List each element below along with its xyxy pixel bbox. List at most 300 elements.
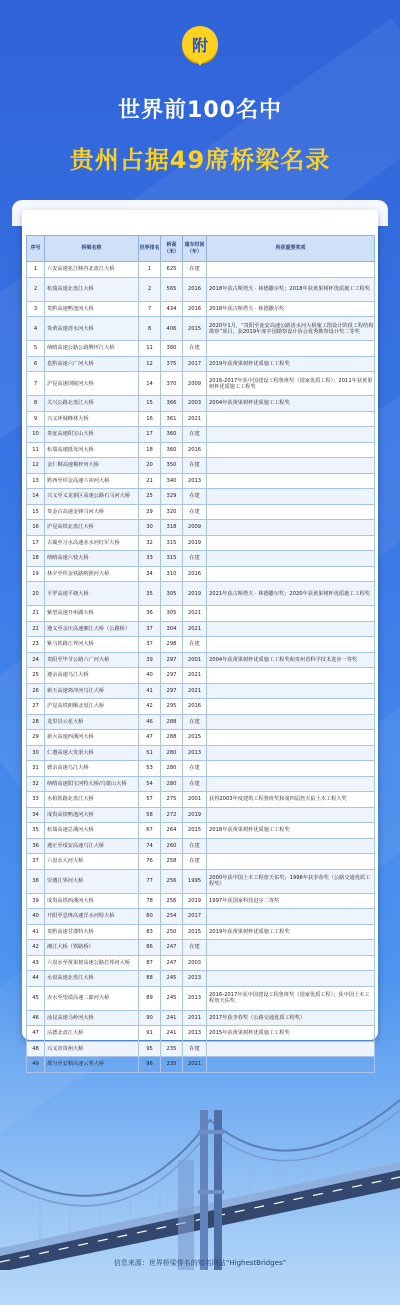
award-text: 获得2003年度建筑工程鲁班奖和第四届詹天佑土木工程大奖 [207, 792, 375, 808]
award-text [207, 761, 375, 777]
bridge-name: 贵阳至毕节公路六广河大桥 [45, 652, 139, 668]
table-row [27, 823, 375, 839]
bridge-name: 开阳至息烽高速洋水河特大桥 [45, 909, 139, 925]
bridge-height: 315 [161, 551, 183, 567]
award-text: 2016-2017年获中国建设工程鲁班奖（国家优质工程）；获中国土木工程詹天佑奖 [207, 986, 375, 1010]
open-year: 2017 [183, 356, 207, 372]
bridge-name: 金仁桐高速桐梓河大桥 [45, 458, 139, 474]
world-rank: 12 [139, 356, 161, 372]
bridge-height: 406 [161, 317, 183, 341]
bridge-name: 紫望高速开州湖大桥 [45, 606, 139, 622]
open-year: 2009 [183, 372, 207, 396]
bridge-height: 361 [161, 411, 183, 427]
table-row [27, 606, 375, 622]
award-text [207, 637, 375, 653]
award-text [207, 473, 375, 489]
award-text [207, 262, 375, 278]
table-row [27, 955, 375, 971]
world-rank: 40 [139, 668, 161, 684]
table-row [27, 838, 375, 854]
open-year: 在建 [183, 551, 207, 567]
award-text [207, 427, 375, 443]
award-text: 2018年获古斯塔夫 · 林德撒尔奖 [207, 301, 375, 317]
bridge-height: 305 [161, 606, 183, 622]
table-row [27, 473, 375, 489]
bridge-height: 366 [161, 396, 183, 412]
bridge-height: 280 [161, 776, 183, 792]
award-text [207, 854, 375, 870]
bridge-height: 315 [161, 535, 183, 551]
award-text: 2018年获古斯塔夫 · 林德撒尔奖；2018年获黄果树杯优质施工工程奖 [207, 277, 375, 301]
row-number: 31 [27, 761, 45, 777]
bridge-name: 汕昆高速马岭河大桥 [45, 1010, 139, 1026]
source-note: 信息来源：世界桥梁排名的知名网站“HighestBridges” [113, 1259, 287, 1267]
row-number: 29 [27, 730, 45, 746]
table-row [27, 520, 375, 536]
page-title-line1: 世界前100名中 [118, 98, 282, 123]
award-text: 1997年获国家科技进步二等奖 [207, 893, 375, 909]
open-year: 在建 [183, 1041, 207, 1057]
row-number: 39 [27, 893, 45, 909]
world-rank: 37 [139, 621, 161, 637]
table-row [27, 652, 375, 668]
bridge-height: 280 [161, 745, 183, 761]
table-row [27, 792, 375, 808]
row-number: 19 [27, 566, 45, 582]
bridge-name: 沾德北盘江大桥 [45, 1026, 139, 1042]
open-year: 2016 [183, 277, 207, 301]
bridge-name: 六盘水至黄果树高速公路打邦河大桥 [45, 955, 139, 971]
bridge-name: 贵黔高速鸭池河大桥 [45, 301, 139, 317]
world-rank: 67 [139, 823, 161, 839]
column-header: 世界排名 [139, 236, 161, 262]
open-year: 在建 [183, 458, 207, 474]
award-text [207, 971, 375, 987]
world-rank: 11 [139, 341, 161, 357]
award-text [207, 535, 375, 551]
bridge-name: 都匀至安顺高速云雾大桥 [45, 1057, 139, 1073]
table-row [27, 551, 375, 567]
table-row [27, 372, 375, 396]
table-row [27, 489, 375, 505]
row-number: 36 [27, 838, 45, 854]
bridge-name: 湘江大桥（铁路桥） [45, 940, 139, 956]
open-year: 在建 [183, 637, 207, 653]
open-year: 2021 [183, 621, 207, 637]
award-text: 2020年1月，“贵阳至瓮安高速公路清水河大桥施工图设计阶段工程结构勘察”项目，获2019年度中国勘察设计协会优秀勘察设计奖二等奖 [207, 317, 375, 341]
open-year: 2009 [183, 520, 207, 536]
bridge-name: 紫马铁路江界河大桥 [45, 637, 139, 653]
bridge-height: 320 [161, 504, 183, 520]
badge-label: 附 [182, 26, 218, 62]
world-rank: 2 [139, 277, 161, 301]
world-rank: 33 [139, 551, 161, 567]
open-year: 在建 [183, 427, 207, 443]
row-number: 45 [27, 986, 45, 1010]
bridge-name: 水柏铁路北盘江大桥 [45, 792, 139, 808]
column-header: 所获重要奖项 [207, 236, 375, 262]
bridge-height: 288 [161, 730, 183, 746]
open-year: 2015 [183, 823, 207, 839]
open-year: 2013 [183, 745, 207, 761]
world-rank: 32 [139, 535, 161, 551]
bridge-height: 565 [161, 277, 183, 301]
bridge-height: 250 [161, 924, 183, 940]
table-row [27, 869, 375, 893]
award-text: 2015年获黄果树杯优质施工工程奖 [207, 1026, 375, 1042]
award-text [207, 699, 375, 715]
row-number: 43 [27, 955, 45, 971]
row-number: 1 [27, 262, 45, 278]
table-row [27, 776, 375, 792]
bridge-height: 625 [161, 262, 183, 278]
award-text [207, 520, 375, 536]
award-text: 2016-2017年获中国建设工程鲁班奖（国家优质工程）；2011年获黄果树杯优质施工工程奖 [207, 372, 375, 396]
bridge-height: 235 [161, 1041, 183, 1057]
bridge-height: 245 [161, 986, 183, 1010]
world-rank: 34 [139, 566, 161, 582]
table-row [27, 668, 375, 684]
table-row [27, 301, 375, 317]
table-row [27, 396, 375, 412]
open-year: 2021 [183, 606, 207, 622]
table-row [27, 909, 375, 925]
award-text [207, 606, 375, 622]
table-row [27, 714, 375, 730]
row-number: 11 [27, 442, 45, 458]
bridge-height: 329 [161, 489, 183, 505]
bridge-name: 杭瑞高速北盘江大桥 [45, 277, 139, 301]
bridge-name: 沪昆高铁朗顺北盘江大桥 [45, 699, 139, 715]
world-rank: 42 [139, 699, 161, 715]
open-year: 2015 [183, 924, 207, 940]
table-row [27, 971, 375, 987]
world-rank: 80 [139, 909, 161, 925]
world-rank: 1 [139, 262, 161, 278]
open-year: 2016 [183, 442, 207, 458]
bridge-height: 247 [161, 940, 183, 956]
open-year: 2016 [183, 301, 207, 317]
open-year: 2013 [183, 473, 207, 489]
world-rank: 17 [139, 427, 161, 443]
row-number: 6 [27, 356, 45, 372]
suspension-bridge-illustration-icon [0, 1040, 400, 1270]
row-number: 23 [27, 637, 45, 653]
award-text [207, 730, 375, 746]
bridge-height: 340 [161, 473, 183, 489]
world-rank: 15 [139, 396, 161, 412]
bridge-name: 杭瑞高速总溪河大桥 [45, 823, 139, 839]
bridge-name: 遵余高速乌江大桥 [45, 668, 139, 684]
open-year: 在建 [183, 838, 207, 854]
row-number: 14 [27, 489, 45, 505]
open-year: 2016 [183, 699, 207, 715]
row-number: 37 [27, 854, 45, 870]
award-text: 2000年获中国土木工程詹天佑奖；1998年获李春奖（公路交通优质工程奖） [207, 869, 375, 893]
table-row [27, 1026, 375, 1042]
world-rank: 54 [139, 776, 161, 792]
table-card [22, 210, 378, 1068]
world-rank: 7 [139, 301, 161, 317]
open-year: 2021 [183, 411, 207, 427]
bridge-height: 258 [161, 854, 183, 870]
award-text: 2019年获黄果树杯优质施工工程奖 [207, 924, 375, 940]
bridge-name: 平罗高速平塘大桥 [45, 582, 139, 606]
bridge-height: 297 [161, 668, 183, 684]
row-number: 9 [27, 411, 45, 427]
bridge-height: 245 [161, 971, 183, 987]
row-number: 30 [27, 745, 45, 761]
open-year: 2011 [183, 1010, 207, 1026]
world-rank: 18 [139, 442, 161, 458]
row-number: 33 [27, 792, 45, 808]
world-rank: 21 [139, 473, 161, 489]
world-rank: 30 [139, 520, 161, 536]
bridge-name: 关兴公路北盘江大桥 [45, 396, 139, 412]
table-row [27, 924, 375, 940]
bridge-height: 235 [161, 1057, 183, 1073]
table-row [27, 637, 375, 653]
map-pin-badge-icon [182, 26, 218, 68]
award-text [207, 551, 375, 567]
row-number: 18 [27, 551, 45, 567]
bridge-height: 256 [161, 893, 183, 909]
open-year: 2019 [183, 582, 207, 606]
open-year: 2017 [183, 909, 207, 925]
bridge-name: 贵瓮高速阳宝山大桥 [45, 427, 139, 443]
row-number: 4 [27, 317, 45, 341]
bridge-name: 六安高速花江峡谷北盘江大桥 [45, 262, 139, 278]
bridge-name: 成贵高铁西溪河大桥 [45, 893, 139, 909]
world-rank: 77 [139, 869, 161, 893]
open-year: 2015 [183, 317, 207, 341]
bridge-name: 沪昆高速坝陵河大桥 [45, 372, 139, 396]
bridge-name: 兴义环城峰林大桥 [45, 411, 139, 427]
award-text [207, 458, 375, 474]
world-rank: 57 [139, 792, 161, 808]
bridge-height: 272 [161, 807, 183, 823]
bridge-height: 434 [161, 301, 183, 317]
bridge-height: 318 [161, 520, 183, 536]
row-number: 13 [27, 473, 45, 489]
bridge-height: 360 [161, 442, 183, 458]
world-rank: 39 [139, 652, 161, 668]
bridge-height: 360 [161, 427, 183, 443]
row-number: 22 [27, 621, 45, 637]
table-row [27, 442, 375, 458]
bridge-name: 纳晴高速六枝大桥 [45, 551, 139, 567]
world-rank: 83 [139, 924, 161, 940]
table-row [27, 458, 375, 474]
column-header: 桥梁名称 [45, 236, 139, 262]
bridge-height: 375 [161, 356, 183, 372]
award-text [207, 668, 375, 684]
row-number: 20 [27, 582, 45, 606]
open-year: 在建 [183, 504, 207, 520]
row-number: 21 [27, 606, 45, 622]
world-rank: 74 [139, 838, 161, 854]
row-number: 3 [27, 301, 45, 317]
bridge-name: 水盘高速北盘江大桥 [45, 971, 139, 987]
row-number: 2 [27, 277, 45, 301]
row-number: 49 [27, 1057, 45, 1073]
bridge-height: 241 [161, 1010, 183, 1026]
award-text [207, 504, 375, 520]
bridge-name: 息黔高速六广河大桥 [45, 356, 139, 372]
table-row [27, 317, 375, 341]
open-year: 2001 [183, 792, 207, 808]
award-text [207, 489, 375, 505]
column-header: 桥高（米） [161, 236, 183, 262]
row-number: 16 [27, 520, 45, 536]
world-rank: 47 [139, 730, 161, 746]
row-number: 42 [27, 940, 45, 956]
award-text [207, 955, 375, 971]
row-number: 17 [27, 535, 45, 551]
bridge-name: 古蔺至习水高速赤水河红军大桥 [45, 535, 139, 551]
award-text [207, 411, 375, 427]
row-number: 27 [27, 699, 45, 715]
table-row [27, 940, 375, 956]
table-header-row [27, 236, 375, 262]
award-text [207, 776, 375, 792]
bridge-height: 288 [161, 714, 183, 730]
bridge-height: 254 [161, 909, 183, 925]
world-rank: 14 [139, 372, 161, 396]
row-number: 35 [27, 823, 45, 839]
bridge-height: 260 [161, 838, 183, 854]
award-text [207, 940, 375, 956]
bridge-height: 350 [161, 458, 183, 474]
table-row [27, 745, 375, 761]
row-number: 5 [27, 341, 45, 357]
bridge-height: 295 [161, 699, 183, 715]
row-number: 38 [27, 869, 45, 893]
bridge-height: 305 [161, 582, 183, 606]
row-number: 48 [27, 1041, 45, 1057]
table-row [27, 411, 375, 427]
table-row [27, 807, 375, 823]
table-row [27, 986, 375, 1010]
award-text [207, 442, 375, 458]
award-text [207, 745, 375, 761]
award-text [207, 807, 375, 823]
column-header: 通车时间（年） [183, 236, 207, 262]
world-rank: 36 [139, 606, 161, 622]
world-rank: 53 [139, 761, 161, 777]
open-year: 2021 [183, 668, 207, 684]
bridge-name: 贵黄高速清水河大桥 [45, 317, 139, 341]
row-number: 46 [27, 1010, 45, 1026]
row-number: 34 [27, 807, 45, 823]
world-rank: 90 [139, 1010, 161, 1026]
world-rank: 95 [139, 1041, 161, 1057]
world-rank: 86 [139, 940, 161, 956]
bridge-height: 310 [161, 566, 183, 582]
bridge-name: 兴义市贵州大桥 [45, 1041, 139, 1057]
bridge-name: 遵义至余庆高速湘江大桥（公路桥） [45, 621, 139, 637]
row-number: 15 [27, 504, 45, 520]
bridge-name: 成贵高铁鸭池河大桥 [45, 807, 139, 823]
open-year: 在建 [183, 714, 207, 730]
bridge-height: 247 [161, 955, 183, 971]
world-rank: 58 [139, 807, 161, 823]
award-text [207, 714, 375, 730]
world-rank: 35 [139, 582, 161, 606]
table-row [27, 356, 375, 372]
open-year: 2013 [183, 971, 207, 987]
bridge-height: 264 [161, 823, 183, 839]
open-year: 在建 [183, 262, 207, 278]
table-row [27, 699, 375, 715]
table-row [27, 1010, 375, 1026]
open-year: 2015 [183, 730, 207, 746]
bridge-height: 370 [161, 372, 183, 396]
bridge-height: 241 [161, 1026, 183, 1042]
bridge-height: 297 [161, 652, 183, 668]
table-row [27, 277, 375, 301]
row-number: 44 [27, 971, 45, 987]
table-row [27, 341, 375, 357]
world-rank: 51 [139, 745, 161, 761]
bridge-name: 兴义至义龙新区高速公路石马河大桥 [45, 489, 139, 505]
row-number: 28 [27, 714, 45, 730]
bridge-height: 297 [161, 683, 183, 699]
bridge-name: 遵正至绥安高速乌江大桥 [45, 838, 139, 854]
world-rank: 96 [139, 1057, 161, 1073]
open-year: 2016 [183, 566, 207, 582]
world-rank: 20 [139, 458, 161, 474]
bridge-name: 贵金古高速金锋马河大桥 [45, 504, 139, 520]
open-year: 在建 [183, 489, 207, 505]
award-text [207, 621, 375, 637]
award-text: 2017年获李春奖（公路交通优质工程奖） [207, 1010, 375, 1026]
bridge-table [26, 235, 375, 1073]
open-year: 2001 [183, 652, 207, 668]
award-text [207, 838, 375, 854]
row-number: 12 [27, 458, 45, 474]
world-rank: 46 [139, 714, 161, 730]
open-year: 2021 [183, 683, 207, 699]
table-row [27, 761, 375, 777]
row-number: 10 [27, 427, 45, 443]
award-text: 2004年获黄果树杯优质施工工程奖和贵州省科学技术进步一等奖 [207, 652, 375, 668]
world-rank: 29 [139, 504, 161, 520]
table-row [27, 854, 375, 870]
bridge-name: 六盘水大河大桥 [45, 854, 139, 870]
open-year: 2019 [183, 807, 207, 823]
bridge-height: 380 [161, 341, 183, 357]
row-number: 7 [27, 372, 45, 396]
row-number: 8 [27, 396, 45, 412]
world-rank: 37 [139, 637, 161, 653]
open-year: 2013 [183, 986, 207, 1010]
table-row [27, 893, 375, 909]
row-number: 32 [27, 776, 45, 792]
award-text: 2019年获黄果树杯优质施工工程奖 [207, 356, 375, 372]
open-year: 2003 [183, 955, 207, 971]
award-text [207, 909, 375, 925]
bridge-name: 纳晴高速公路公路牌坪江大桥 [45, 341, 139, 357]
open-year: 2003 [183, 396, 207, 412]
row-number: 40 [27, 909, 45, 925]
open-year: 在建 [183, 761, 207, 777]
bridge-height: 280 [161, 761, 183, 777]
open-year: 在建 [183, 940, 207, 956]
row-number: 24 [27, 652, 45, 668]
open-year: 2013 [183, 1026, 207, 1042]
bridge-name: 新玉高速鸡冲河乌江大桥 [45, 683, 139, 699]
